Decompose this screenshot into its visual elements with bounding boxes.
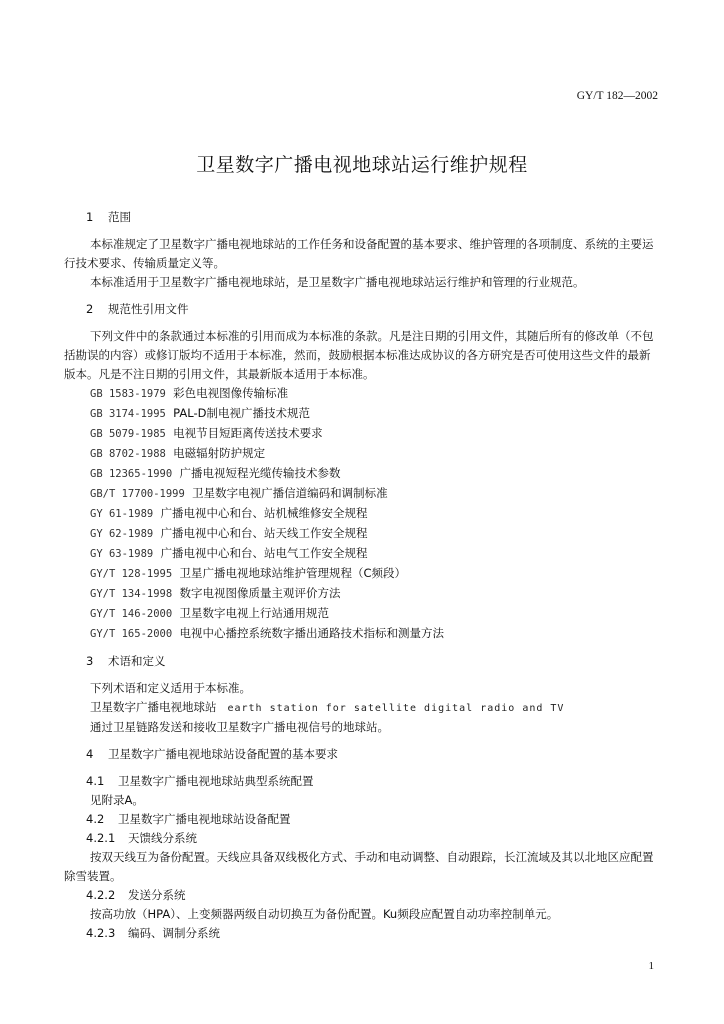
- subsection-number: 4.2.2: [86, 888, 116, 902]
- reference-title: 卫星数字电视上行站通用规范: [179, 606, 329, 620]
- section-2-heading: [86, 300, 660, 319]
- subsection-4-1-body: 见附录A。: [90, 793, 144, 807]
- document-code: GY/T 182—2002: [576, 90, 658, 102]
- reference-code: GB 1583-1979: [90, 388, 166, 400]
- scope-paragraph-2: 本标准适用于卫星数字广播电视地球站，是卫星数字广播电视地球站运行维护和管理的行业规范。: [90, 275, 585, 289]
- section-title: 卫星数字广播电视地球站设备配置的基本要求: [108, 747, 338, 761]
- reference-item: [64, 604, 660, 624]
- scope-paragraph-1: 本标准规定了卫星数字广播电视地球站的工作任务和设备配置的基本要求、维护管理的各项制度、系统的主要运行技术要求、传输质量定义等。: [64, 237, 654, 270]
- references-intro-paragraph: 下列文件中的条款通过本标准的引用而成为本标准的条款。凡是注日期的引用文件，其随后所有的修改单（不包括勘误的内容）或修订版均不适用于本标准，然而，鼓励根据本标准达成协议的各方研究是否可使用这些文件的最新版本。凡是不注日期的引用文件，其最新版本适用于本标准。: [64, 329, 654, 381]
- reference-code: GB 8702-1988: [90, 448, 166, 460]
- section-number: 4: [86, 747, 94, 761]
- reference-item: [64, 624, 660, 644]
- reference-item: [64, 444, 660, 464]
- section-title: 术语和定义: [108, 654, 166, 668]
- section-title: 范围: [108, 210, 131, 224]
- reference-title: PAL-D制电视广播技术规范: [173, 406, 310, 420]
- section-number: 2: [86, 302, 94, 316]
- term-definition: 通过卫星链路发送和接收卫星数字广播电视信号的地球站。: [90, 720, 389, 734]
- subsection-4-2-2-heading: [86, 886, 660, 905]
- reference-code: GY/T 134-1998: [90, 588, 173, 600]
- reference-item: [64, 484, 660, 504]
- reference-code: GY/T 165-2000: [90, 628, 173, 640]
- subsection-4-2-3-heading: [86, 924, 660, 943]
- reference-code: GB 12365-1990: [90, 468, 173, 480]
- reference-code: GY 63-1989: [90, 548, 154, 560]
- subsection-number: 4.2.3: [86, 926, 116, 940]
- reference-item: [64, 564, 660, 584]
- section-number: 3: [86, 654, 94, 668]
- reference-code: GY/T 128-1995: [90, 568, 173, 580]
- reference-list: [64, 384, 660, 644]
- reference-title: 广播电视中心和台、站机械维修安全规程: [160, 506, 368, 520]
- subsection-4-2-heading: [86, 810, 660, 829]
- reference-code: GB 3174-1995: [90, 408, 166, 420]
- document-body: [64, 208, 660, 943]
- reference-item: [64, 424, 660, 444]
- reference-code: GY 61-1989: [90, 508, 154, 520]
- terms-intro: 下列术语和定义适用于本标准。: [90, 681, 251, 695]
- section-4-heading: [86, 745, 660, 764]
- reference-title: 电视中心播控系统数字播出通路技术指标和测量方法: [179, 626, 444, 640]
- subsection-number: 4.2: [86, 812, 105, 826]
- subsection-title: 卫星数字广播电视地球站典型系统配置: [118, 774, 314, 788]
- reference-title: 彩色电视图像传输标准: [173, 386, 289, 400]
- reference-title: 广播电视中心和台、站天线工作安全规程: [160, 526, 368, 540]
- term-chinese: 卫星数字广播电视地球站: [90, 700, 217, 714]
- subsection-4-2-1-heading: [86, 829, 660, 848]
- subsection-title: 发送分系统: [128, 888, 186, 902]
- document-title: 卫星数字广播电视地球站运行维护规程: [196, 154, 528, 176]
- subsection-4-2-1-body: 按双天线互为备份配置。天线应具备双线极化方式、手动和电动调整、自动跟踪，长江流域及其以北地区应配置除雪装置。: [64, 850, 654, 883]
- reference-title: 数字电视图像质量主观评价方法: [179, 586, 341, 600]
- reference-title: 广播电视中心和台、站电气工作安全规程: [160, 546, 368, 560]
- reference-code: GB 5079-1985: [90, 428, 166, 440]
- reference-title: 广播电视短程光缆传输技术参数: [179, 466, 341, 480]
- reference-code: GB/T 17700-1999: [90, 488, 185, 500]
- subsection-title: 编码、调制分系统: [128, 926, 220, 940]
- reference-title: 卫星广播电视地球站维护管理规程（C频段）: [179, 566, 407, 580]
- subsection-4-1-heading: [86, 772, 660, 791]
- reference-item: [64, 544, 660, 564]
- reference-item: [64, 464, 660, 484]
- subsection-number: 4.1: [86, 774, 105, 788]
- reference-item: [64, 504, 660, 524]
- subsection-title: 卫星数字广播电视地球站设备配置: [118, 812, 291, 826]
- reference-item: [64, 524, 660, 544]
- reference-title: 卫星数字电视广播信道编码和调制标准: [192, 486, 388, 500]
- reference-title: 电磁辐射防护规定: [173, 446, 266, 460]
- reference-item: [64, 584, 660, 604]
- subsection-number: 4.2.1: [86, 831, 116, 845]
- reference-title: 电视节目短距离传送技术要求: [173, 426, 323, 440]
- section-3-heading: [86, 652, 660, 671]
- reference-item: [64, 384, 660, 404]
- reference-code: GY 62-1989: [90, 528, 154, 540]
- section-1-heading: [86, 208, 660, 227]
- subsection-4-2-2-body: 按高功放（HPA）、上变频器两级自动切换互为备份配置。Ku频段应配置自动功率控制单元。: [90, 907, 559, 921]
- section-title: 规范性引用文件: [108, 302, 189, 316]
- reference-code: GY/T 146-2000: [90, 608, 173, 620]
- reference-item: [64, 404, 660, 424]
- subsection-title: 天馈线分系统: [128, 831, 197, 845]
- term-entry: [64, 698, 660, 718]
- section-number: 1: [86, 210, 94, 224]
- term-english: earth station for satellite digital radio and TV: [227, 703, 565, 714]
- page-number: 1: [648, 960, 654, 972]
